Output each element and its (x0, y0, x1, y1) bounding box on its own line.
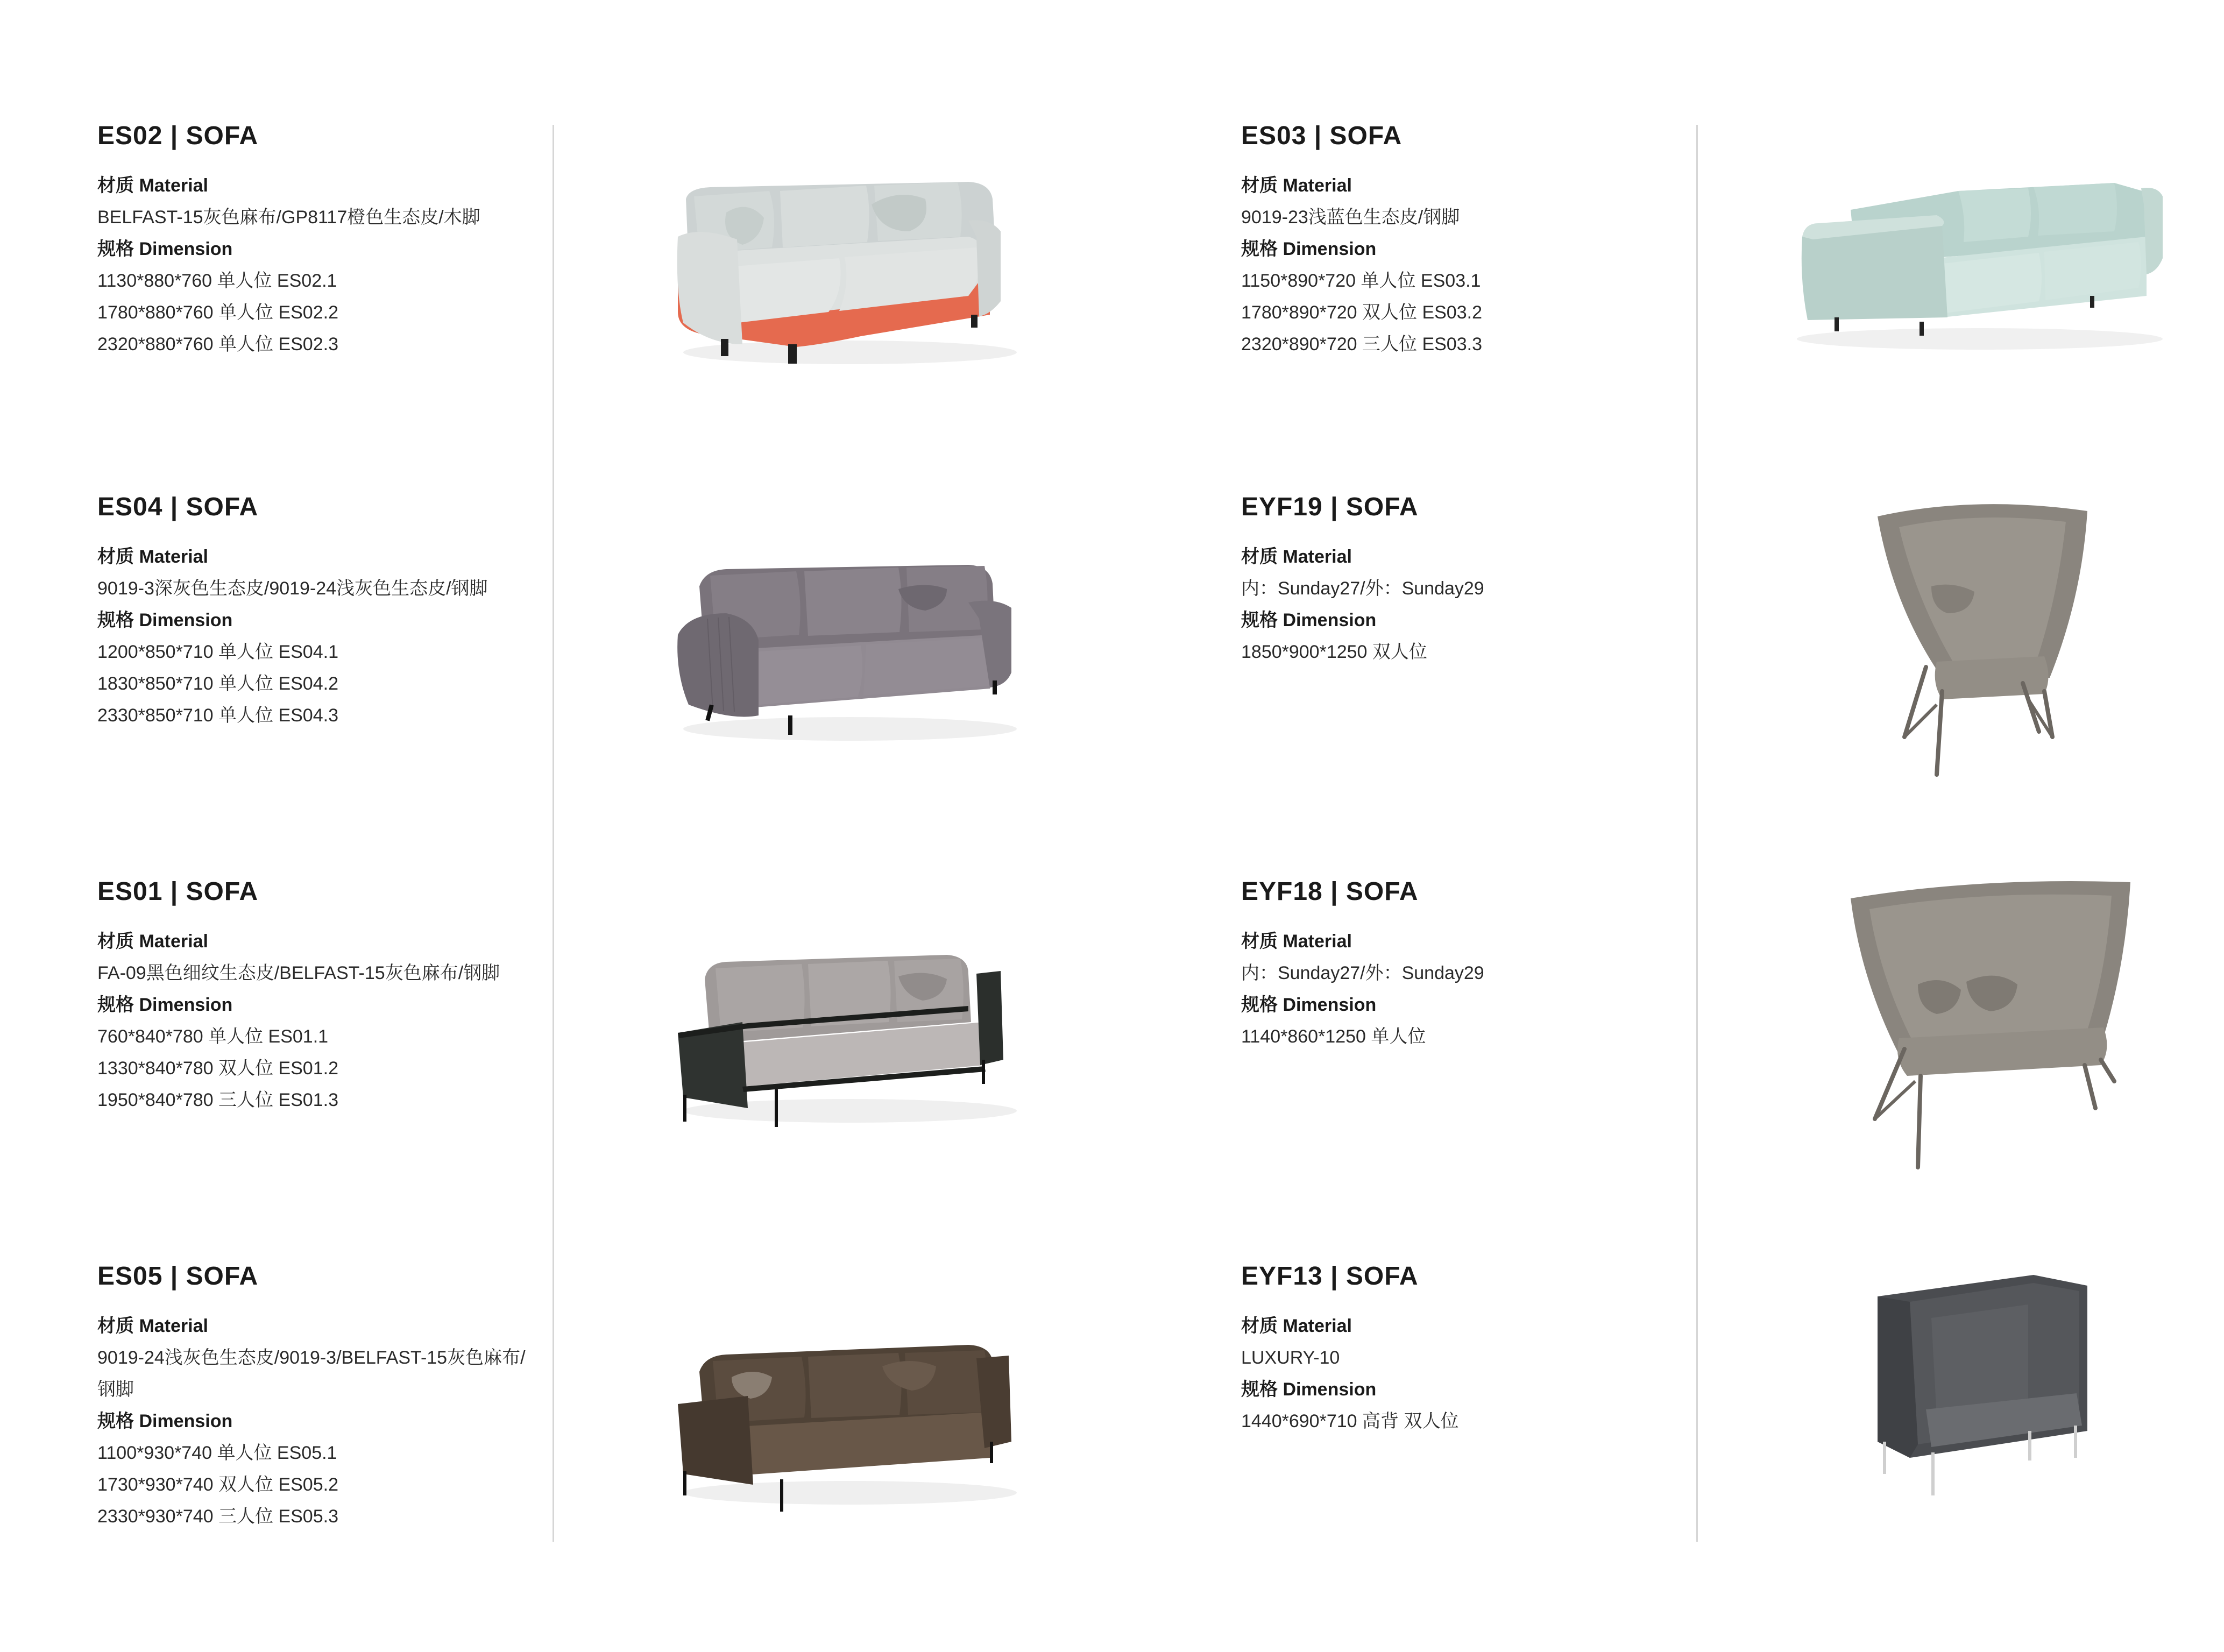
dimension-line: 1440*690*710 高背 双人位 (1241, 1411, 1459, 1431)
dimension-line: 1730*930*740 双人位 ES05.2 (97, 1474, 338, 1495)
dimension-line: 1100*930*740 单人位 ES05.1 (97, 1443, 337, 1463)
dimension-label: 规格 Dimension (1241, 995, 1377, 1015)
dimension-line: 1950*840*780 三人位 ES01.3 (97, 1090, 338, 1110)
material-label: 材质 Material (1241, 931, 1352, 952)
product-es04 (97, 492, 571, 732)
product-title: ES04 | SOFA (97, 493, 259, 521)
material-label: 材质 Material (97, 547, 208, 567)
dimension-label: 规格 Dimension (97, 995, 233, 1015)
product-title: EYF13 | SOFA (1241, 1262, 1419, 1291)
material-text: 内：Sunday27/外：Sunday29 (1241, 963, 1484, 983)
material-text: LUXURY-10 (1241, 1348, 1340, 1368)
product-title: ES02 | SOFA (97, 122, 259, 150)
material-label: 材质 Material (97, 175, 208, 196)
dimension-line: 1830*850*710 单人位 ES04.2 (97, 673, 338, 694)
dimension-label: 规格 Dimension (97, 610, 233, 630)
product-eyf18 (1241, 877, 1715, 1053)
dimension-line: 2330*850*710 单人位 ES04.3 (97, 705, 338, 726)
product-eyf19 (1241, 492, 1715, 668)
material-label: 材质 Material (1241, 1316, 1352, 1336)
product-es02 (97, 121, 571, 360)
dimension-line: 1330*840*780 双人位 ES01.2 (97, 1058, 338, 1079)
material-label: 材质 Material (1241, 547, 1352, 567)
product-image-eyf13 (1867, 1264, 2098, 1512)
dimension-line: 1150*890*720 单人位 ES03.1 (1241, 271, 1481, 291)
dimension-line: 2320*890*720 三人位 ES03.3 (1241, 334, 1482, 354)
dimension-line: 760*840*780 单人位 ES01.1 (97, 1026, 329, 1047)
product-title: EYF19 | SOFA (1241, 493, 1419, 521)
dimension-line: 1130*880*760 单人位 ES02.1 (97, 271, 337, 291)
dimension-line: 2330*930*740 三人位 ES05.3 (97, 1506, 338, 1527)
dimension-label: 规格 Dimension (1241, 1379, 1377, 1400)
dimension-label: 规格 Dimension (1241, 239, 1377, 259)
dimension-line: 1780*880*760 单人位 ES02.2 (97, 302, 338, 323)
material-label: 材质 Material (97, 1316, 208, 1336)
product-image-es05 (667, 1307, 1033, 1512)
product-image-eyf18 (1840, 877, 2141, 1178)
product-title: EYF18 | SOFA (1241, 877, 1419, 906)
product-image-es04 (667, 543, 1033, 748)
material-text: 9019-24浅灰色生态皮/9019-3/BELFAST-15灰色麻布/钢脚 (97, 1348, 526, 1400)
product-es03 (1241, 121, 1715, 360)
product-image-eyf19 (1867, 500, 2098, 791)
dimension-line: 1850*900*1250 双人位 (1241, 642, 1427, 662)
product-es05 (97, 1261, 528, 1533)
material-text: FA-09黑色细纹生态皮/BELFAST-15灰色麻布/钢脚 (97, 963, 500, 983)
product-title: ES05 | SOFA (97, 1262, 259, 1291)
product-eyf13 (1241, 1261, 1715, 1437)
material-text: 9019-3深灰色生态皮/9019-24浅灰色生态皮/钢脚 (97, 578, 488, 599)
dimension-label: 规格 Dimension (97, 239, 233, 259)
product-es01 (97, 877, 539, 1116)
product-title: ES03 | SOFA (1241, 122, 1403, 150)
product-image-es02 (667, 167, 1033, 371)
product-image-es03 (1781, 172, 2179, 360)
dimension-line: 1140*860*1250 单人位 (1241, 1026, 1426, 1047)
material-label: 材质 Material (97, 931, 208, 952)
dimension-label: 规格 Dimension (1241, 610, 1377, 630)
product-title: ES01 | SOFA (97, 877, 259, 906)
dimension-line: 1200*850*710 单人位 ES04.1 (97, 642, 338, 662)
dimension-label: 规格 Dimension (97, 1411, 233, 1431)
material-label: 材质 Material (1241, 175, 1352, 196)
dimension-line: 2320*880*760 单人位 ES02.3 (97, 334, 338, 354)
product-image-es01 (667, 925, 1033, 1130)
material-text: BELFAST-15灰色麻布/GP8117橙色生态皮/木脚 (97, 207, 480, 228)
material-text: 9019-23浅蓝色生态皮/钢脚 (1241, 207, 1460, 228)
material-text: 内：Sunday27/外：Sunday29 (1241, 578, 1484, 599)
dimension-line: 1780*890*720 双人位 ES03.2 (1241, 302, 1482, 323)
